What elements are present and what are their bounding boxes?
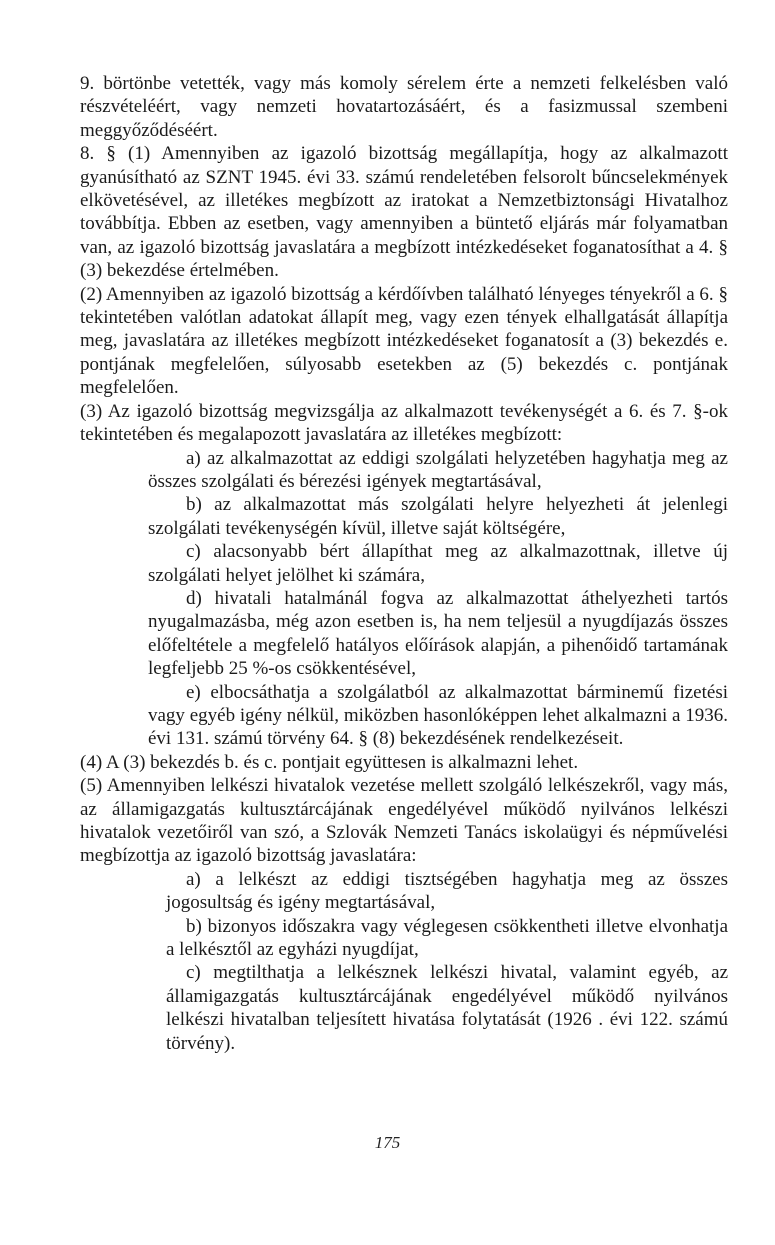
paragraph-section-8-1: 8. § (1) Amennyiben az igazoló bizottság megállapítja, hogy az alkalmazott gyanúsítható az SZNT 1945. évi 33. számú rendeletében felsorolt bűncselekmények elkövetésével, az illetékes megbízott az iratokat a Nemzetbiztonsági Hivatalhoz továbbítja. Ebben az esetben, vagy amennyiben a büntető eljárás már folyamatban van, az igazoló bizottság javaslatára a megbízott intézkedéseket foganatosíthat a 4. § (3) bekezdése értelmében. <box>80 143 728 282</box>
paragraph-section-8-3: (3) Az igazoló bizottság megvizsgálja az alkalmazott tevékenységét a 6. és 7. §-ok tekintetében és megalapozott javaslatára az illetékes megbízott: <box>80 400 728 446</box>
paragraph-section-8-2: (2) Amennyiben az igazoló bizottság a kérdőívben található lényeges tényekről a 6. § tekintetében valótlan adatokat állapít meg, vagy ezen tények elhallgatását állapítja meg, javaslatára az illetékes megbízott intézkedéseket foganatosít a (3) bekezdés e. pontjának megfelelően, súlyosabb esetekben az (5) bekezdés c. pontjának megfelelően. <box>80 283 728 399</box>
paragraph-section-8-4: (4) A (3) bekezdés b. és c. pontjait együttesen is alkalmazni lehet. <box>80 751 579 773</box>
paragraph-item-9: 9. börtönbe vetették, vagy más komoly sérelem érte a nemzeti felkelésben való részvételéért, vagy nemzeti hovatartozásáért, és a fasizmussal szembeni meggyőződéséért. <box>80 73 728 141</box>
page-number: 175 <box>374 1133 401 1152</box>
list-item-3b: b) az alkalmazottat más szolgálati helyre helyezheti át jelenlegi szolgálati tevékenységén kívül, illetve saját költségére, <box>148 494 728 539</box>
list-item-3c: c) alacsonyabb bért állapíthat meg az alkalmazottnak, illetve új szolgálati helyet jelölhet ki számára, <box>148 541 728 586</box>
list-item-5a: a) a lelkészt az eddigi tisztségében hagyhatja meg az összes jogosultság és igény megtartásával, <box>166 868 728 914</box>
list-item-5c: c) megtilthatja a lelkésznek lelkészi hivatal, valamint egyéb, az államigazgatás kultusztárcájának engedélyével működő nyilvános lelkészi hivatalban teljesített hivatása folytatását (1926 . évi 122. számú törvény). <box>166 962 728 1054</box>
list-item-3d: d) hivatali hatalmánál fogva az alkalmazottat áthelyezheti tartós nyugalmazásba, még azon esetben is, ha nem teljesül a nyugdíjazás összes előfeltétele a megfelelő hatályos előírások alapján, a pihenőidő tartamának legfeljebb 25 %-os csökkentésével, <box>148 587 728 680</box>
paragraph-section-8-5: (5) Amennyiben lelkészi hivatalok vezetése mellett szolgáló lelkészekről, vagy más, az államigazgatás kultusztárcájának engedélyével működő nyilvános lelkészi hivatalok vezetőiről van szó, a Szlovák Nemzeti Tanács iskolaügyi és népművelési megbízottja az igazoló bizottság javaslatára: <box>80 775 728 867</box>
document-body <box>80 72 728 1055</box>
list-item-3e: e) elbocsáthatja a szolgálatból az alkalmazottat bárminemű fizetési vagy egyéb igény nélkül, miközben hasonlóképpen lehet alkalmazni a 1936. évi 131. számú törvény 64. § (8) bekezdésének rendelkezéseit. <box>148 681 728 750</box>
list-item-3a: a) az alkalmazottat az eddigi szolgálati helyzetében hagyhatja meg az összes szolgálati és bérezési igények megtartásával, <box>148 447 728 492</box>
list-item-5b: b) bizonyos időszakra vagy véglegesen csökkentheti illetve elvonhatja a lelkésztől az egyházi nyugdíjat, <box>166 915 728 961</box>
